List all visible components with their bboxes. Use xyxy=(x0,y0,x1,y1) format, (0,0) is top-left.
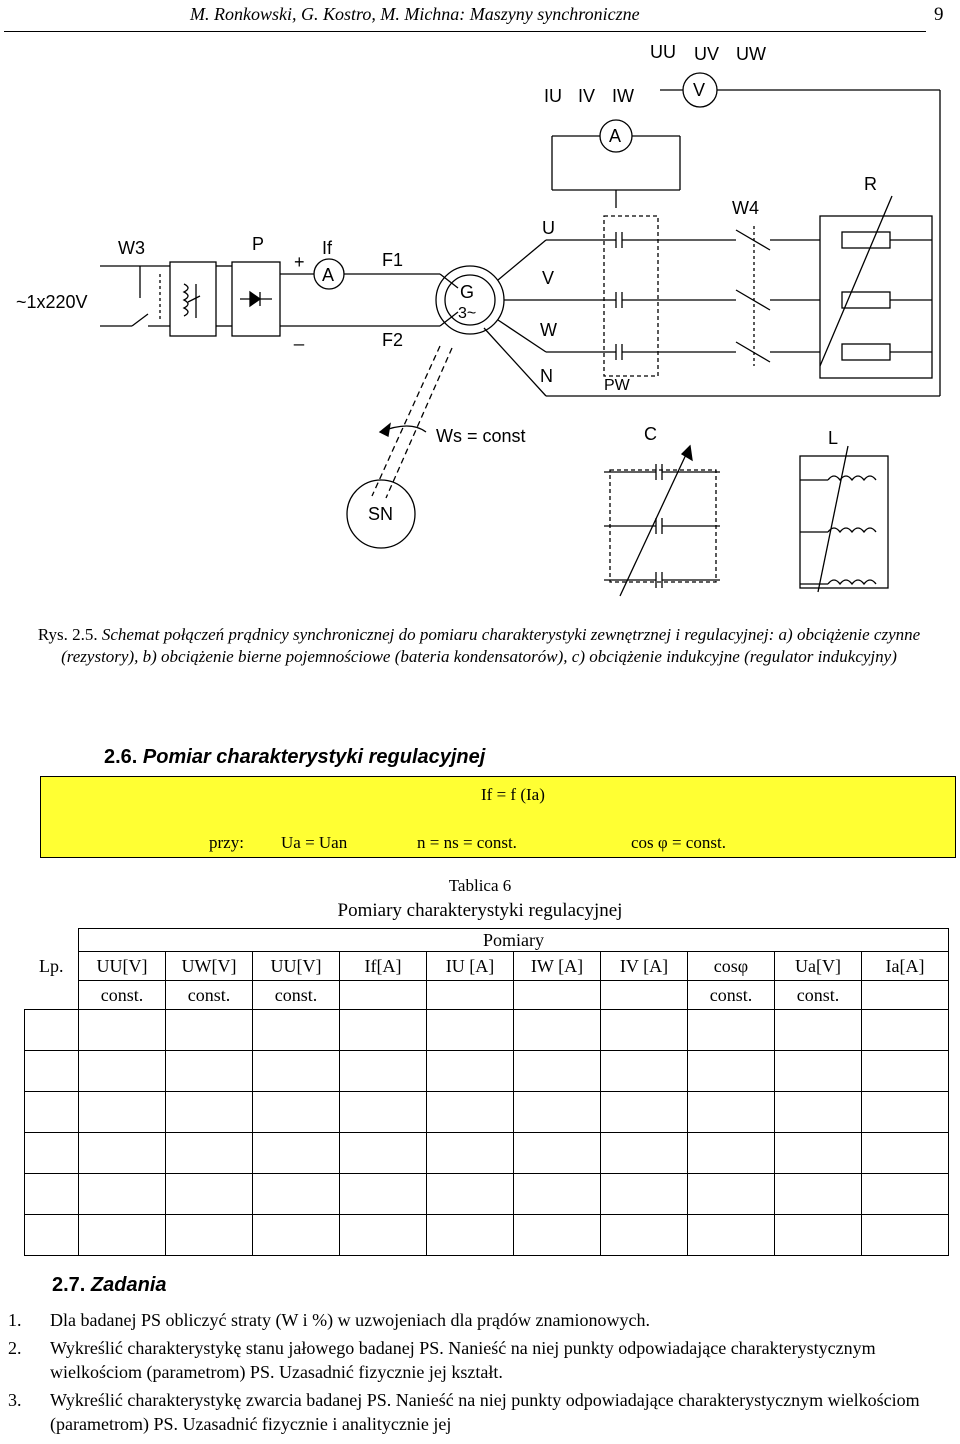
table-cell xyxy=(862,1174,949,1215)
generator-g-label: G xyxy=(460,282,475,302)
table-cell xyxy=(688,1215,775,1256)
table-cell xyxy=(688,1092,775,1133)
f1-label: F1 xyxy=(382,250,404,270)
table-cell xyxy=(253,1215,340,1256)
table-cell xyxy=(775,1010,862,1051)
table-cell xyxy=(253,1051,340,1092)
table-cell xyxy=(25,1051,79,1092)
table-cell xyxy=(25,1010,79,1051)
figure-caption xyxy=(14,624,944,668)
table-cell xyxy=(862,1092,949,1133)
table-cell xyxy=(601,1010,688,1051)
task-list xyxy=(8,1308,948,1440)
const-cell: const. xyxy=(688,981,775,1010)
table-cell xyxy=(688,1133,775,1174)
table-cell xyxy=(166,1092,253,1133)
table-cell xyxy=(514,1215,601,1256)
table-cell xyxy=(25,1215,79,1256)
table-cell xyxy=(862,1133,949,1174)
switch-w3-label: W3 xyxy=(118,238,145,258)
page-number: 9 xyxy=(934,4,944,25)
table-number: Tablica 6 xyxy=(448,876,512,895)
measurement-table xyxy=(24,928,949,1256)
table-cell xyxy=(688,1051,775,1092)
const-cell xyxy=(427,981,514,1010)
table-cell xyxy=(427,1010,514,1051)
table-cell xyxy=(340,1051,427,1092)
table-cell xyxy=(253,1092,340,1133)
header-title: M. Ronkowski, G. Kostro, M. Michna: Maszyny synchroniczne xyxy=(190,4,640,24)
generator-3-label: 3~ xyxy=(458,305,477,322)
voltmeter-v-label: V xyxy=(693,80,706,100)
table-cell xyxy=(166,1010,253,1051)
table-cell xyxy=(25,1133,79,1174)
table-cell xyxy=(427,1174,514,1215)
table-cell xyxy=(340,1092,427,1133)
column-header: Ua[V] xyxy=(775,952,862,981)
table-cell xyxy=(775,1215,862,1256)
table-cell xyxy=(253,1133,340,1174)
column-header: UW[V] xyxy=(166,952,253,981)
sn-label: SN xyxy=(368,504,394,524)
table-cell xyxy=(79,1133,166,1174)
table-cell xyxy=(862,1051,949,1092)
table-cell xyxy=(427,1051,514,1092)
lp-cell xyxy=(25,981,79,1010)
table-cell xyxy=(340,1133,427,1174)
figure-caption-text: Schemat połączeń prądnicy synchronicznej do pomiaru charakterystyki zewnętrznej i regulacyjnej: a) obciążenie czynne (rezystory), b) obciążenie bierne pojemnościowe (bateria kondensatorów), c) obciążenie indukcyjne (regulator indukcyjny) xyxy=(61,625,921,666)
field-ammeter-label: A xyxy=(322,265,335,285)
przy-label: przy: xyxy=(209,833,244,852)
const-cell: const. xyxy=(79,981,166,1010)
table-cell xyxy=(166,1133,253,1174)
table-row xyxy=(25,1174,949,1215)
task-item: 3. Wykreślić charakterystykę zwarcia badanej PS. Nanieść na niej punkty odpowiadające charakterystycznym wielkościom (parametrom) PS. Uzasadnić fizycznie i analitycznie jej xyxy=(8,1390,920,1434)
phase-u-label: U xyxy=(542,218,555,238)
table-title: Pomiary charakterystyki regulacyjnej xyxy=(337,900,623,921)
task-item: 2. Wykreślić charakterystykę stanu jałowego badanej PS. Nanieść na niej punkty odpowiadające charakterystycznym wielkościom (parametrom) PS. Uzasadnić fizycznie jej kształt. xyxy=(8,1338,876,1382)
page-header xyxy=(0,4,960,26)
table-cell xyxy=(775,1174,862,1215)
section-2-6-heading: 2.6. Pomiar charakterystyki regulacyjnej xyxy=(104,746,486,768)
table-cell xyxy=(340,1010,427,1051)
r-label: R xyxy=(864,174,877,194)
column-header: IV [A] xyxy=(601,952,688,981)
table-cell xyxy=(514,1092,601,1133)
field-current-label: If xyxy=(322,238,333,258)
header-rule xyxy=(4,31,926,32)
table-cell xyxy=(427,1092,514,1133)
table-cell xyxy=(775,1133,862,1174)
section-2-7-heading: 2.7. Zadania xyxy=(52,1274,167,1296)
task-item: 1. Dla badanej PS obliczyć straty (W i %) w uzwojeniach dla prądów znamionowych. xyxy=(8,1310,650,1330)
table-cell xyxy=(601,1174,688,1215)
table-row xyxy=(25,1092,949,1133)
table-cell xyxy=(166,1174,253,1215)
table-cell xyxy=(253,1010,340,1051)
table-cell xyxy=(166,1051,253,1092)
table-cell xyxy=(79,1092,166,1133)
table-cell xyxy=(775,1092,862,1133)
table-cell xyxy=(601,1215,688,1256)
field-minus-label: _ xyxy=(294,326,305,346)
condition-voltage: Ua = Uan xyxy=(281,833,348,852)
formula: If = f (Ia) xyxy=(481,785,545,804)
table-cell xyxy=(340,1215,427,1256)
column-header: cosφ xyxy=(688,952,775,981)
table-cell xyxy=(688,1174,775,1215)
column-header: UU[V] xyxy=(79,952,166,981)
table-cell xyxy=(25,1174,79,1215)
table-cell xyxy=(514,1010,601,1051)
table-cell xyxy=(79,1010,166,1051)
ws-const-label: Ws = const xyxy=(436,426,526,446)
table-cell xyxy=(79,1174,166,1215)
const-cell xyxy=(601,981,688,1010)
table-cell xyxy=(601,1051,688,1092)
field-plus-label: + xyxy=(294,252,305,272)
pw-label: PW xyxy=(604,377,630,394)
phase-n-label: N xyxy=(540,366,553,386)
meter-uw-label: UW xyxy=(736,44,766,64)
table-cell xyxy=(427,1133,514,1174)
table-row xyxy=(25,1010,949,1051)
table-cell xyxy=(601,1092,688,1133)
table-row xyxy=(25,1051,949,1092)
column-header: IW [A] xyxy=(514,952,601,981)
table-cell xyxy=(79,1215,166,1256)
table-cell xyxy=(514,1051,601,1092)
table-cell xyxy=(340,1174,427,1215)
table-cell xyxy=(862,1215,949,1256)
const-cell: const. xyxy=(253,981,340,1010)
table-cell xyxy=(79,1051,166,1092)
circuit-diagram xyxy=(0,36,960,616)
const-cell xyxy=(514,981,601,1010)
source-label: ~1x220V xyxy=(16,292,88,312)
column-header: If[A] xyxy=(340,952,427,981)
lp-header: Lp. xyxy=(39,955,64,976)
meter-iu-label: IU xyxy=(544,86,562,106)
converter-p-label: P xyxy=(252,234,265,254)
table-cell xyxy=(775,1051,862,1092)
figure-label: Rys. 2.5. xyxy=(37,625,98,644)
meter-iw-label: IW xyxy=(612,86,634,106)
table-cell xyxy=(601,1133,688,1174)
table-cell xyxy=(253,1174,340,1215)
const-cell: const. xyxy=(775,981,862,1010)
l-label: L xyxy=(828,428,839,448)
table-cell xyxy=(166,1215,253,1256)
table-cell xyxy=(25,1092,79,1133)
ammeter-a-label: A xyxy=(609,126,622,146)
meter-uu-label: UU xyxy=(650,42,676,62)
table-cell xyxy=(514,1174,601,1215)
characteristic-box xyxy=(40,776,956,858)
phase-w-label: W xyxy=(540,320,557,340)
c-label: C xyxy=(644,424,657,444)
table-row xyxy=(25,1215,949,1256)
const-cell xyxy=(862,981,949,1010)
column-header: Ia[A] xyxy=(862,952,949,981)
meter-iv-label: IV xyxy=(578,86,596,106)
pomiary-header: Pomiary xyxy=(79,929,949,952)
w4-label: W4 xyxy=(732,198,759,218)
meter-uv-label: UV xyxy=(694,44,720,64)
condition-speed: n = ns = const. xyxy=(417,833,517,852)
f2-label: F2 xyxy=(382,330,404,350)
table-row xyxy=(25,1133,949,1174)
column-header: UU[V] xyxy=(253,952,340,981)
table-cell xyxy=(862,1010,949,1051)
table-corner xyxy=(25,929,79,952)
const-cell xyxy=(340,981,427,1010)
table-cell xyxy=(688,1010,775,1051)
condition-cosphi: cos φ = const. xyxy=(631,833,726,852)
column-header: IU [A] xyxy=(427,952,514,981)
const-cell: const. xyxy=(166,981,253,1010)
phase-v-label: V xyxy=(542,268,555,288)
table-cell xyxy=(427,1215,514,1256)
table-cell xyxy=(514,1133,601,1174)
